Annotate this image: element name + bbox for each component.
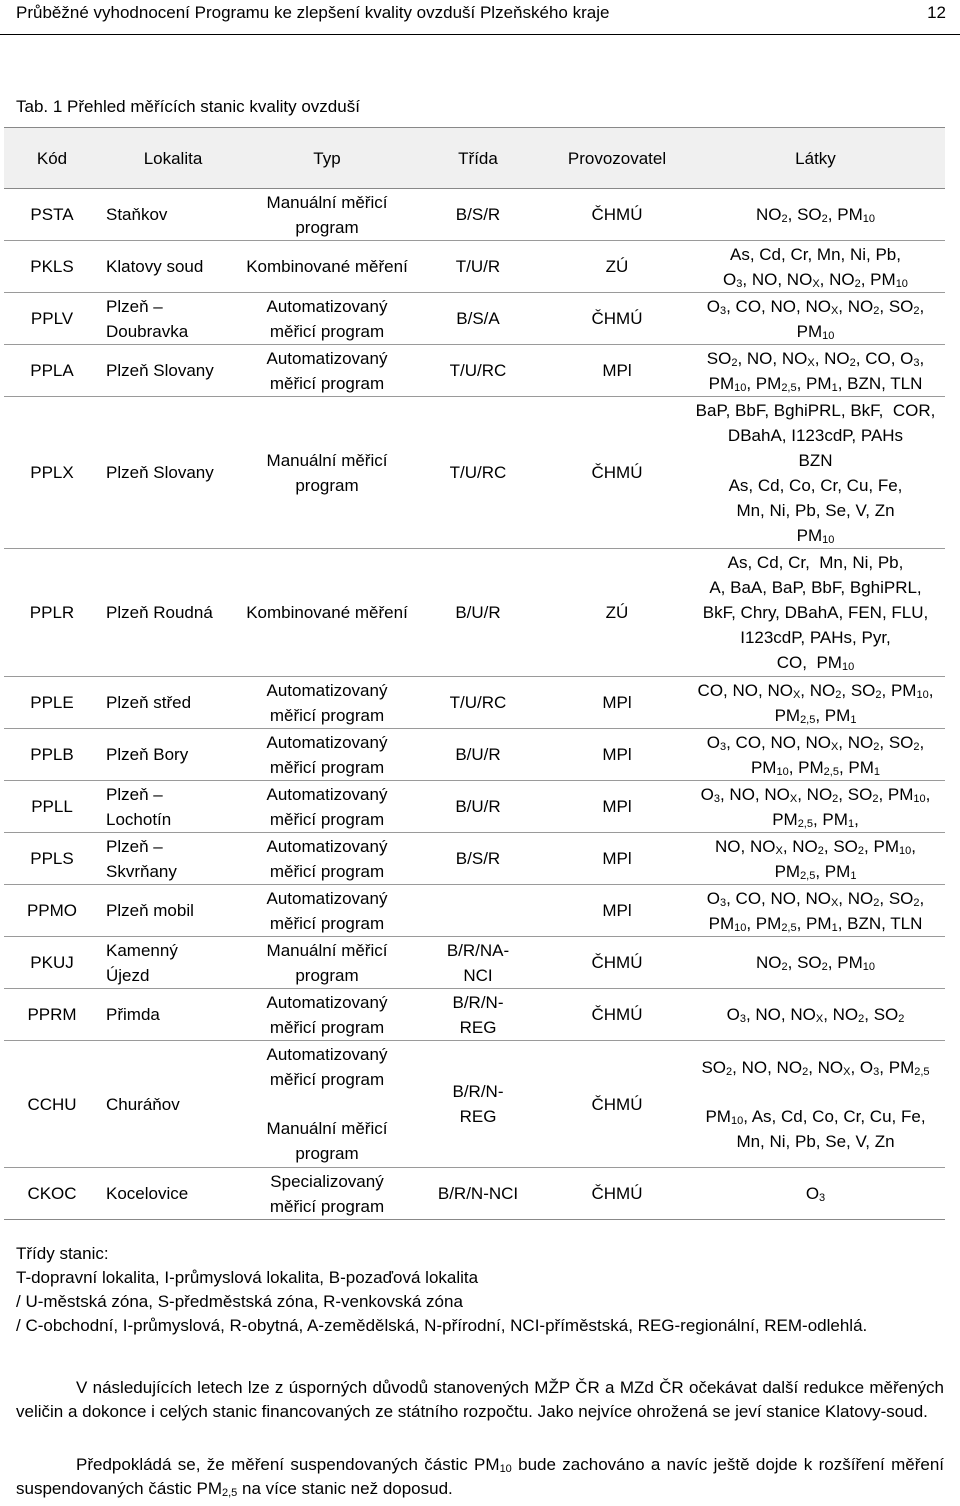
cell-operator: MPl: [548, 677, 686, 729]
cell-substances: As, Cd, Cr, Mn, Ni, Pb, $O_3$, NO, $NO_X$, $NO_2$, $PM_{10}$: [686, 241, 945, 293]
cell-class: B/R/N- REG: [408, 989, 548, 1041]
cell-type: Automatizovaný měřicí program: [246, 345, 408, 397]
cell-location: Staňkov: [100, 189, 246, 241]
cell-code: PSTA: [4, 189, 100, 241]
cell-substances: $O_3$, NO, $NO_X$, $NO_2$, $SO_2$, $PM_{10}$, $PM_{2,5}$, $PM_1$,: [686, 781, 945, 833]
col-header-location: Lokalita: [100, 128, 246, 189]
cell-code: PPLS: [4, 833, 100, 885]
cell-class: T/U/RC: [408, 397, 548, 549]
table-row: [4, 989, 945, 1041]
cell-location: Churáňov: [100, 1041, 246, 1168]
cell-operator: MPl: [548, 729, 686, 781]
legend-line: / C-obchodní, I-průmyslová, R-obytná, A-zemědělská, N-přírodní, NCI-příměstská, REG-regionální, REM-odlehlá.: [16, 1316, 868, 1335]
cell-substances-b: $PM_{10}$, As, Cd, Co, Cr, Cu, Fe, Mn, Ni, Pb, Se, V, Zn: [705, 1106, 926, 1151]
cell-class: B/S/R: [408, 189, 548, 241]
legend-title: Třídy stanic:: [16, 1244, 109, 1263]
cell-type: Specializovaný měřicí program: [246, 1168, 408, 1220]
table-row: [4, 241, 945, 293]
cell-type: Automatizovaný měřicí program: [246, 677, 408, 729]
cell-code: PPLV: [4, 293, 100, 345]
table-row: [4, 1041, 945, 1168]
cell-substances: $O_3$, CO, NO, $NO_X$, $NO_2$, $SO_2$, $PM_{10}$, $PM_{2,5}$, $PM_1$, BZN, TLN: [686, 885, 945, 937]
cell-type: Manuální měřicí program: [246, 937, 408, 989]
cell-code: PPLE: [4, 677, 100, 729]
table-row: [4, 833, 945, 885]
cell-location: Plzeň střed: [100, 677, 246, 729]
cell-substances: $O_3$: [686, 1168, 945, 1220]
page-header: [0, 0, 960, 35]
cell-type: Kombinované měření: [246, 549, 408, 677]
cell-type: Automatizovaný měřicí program: [246, 729, 408, 781]
cell-class: B/S/R: [408, 833, 548, 885]
cell-operator: ČHMÚ: [548, 937, 686, 989]
cell-location: Klatovy soud: [100, 241, 246, 293]
cell-code: PKUJ: [4, 937, 100, 989]
cell-class: B/R/NA- NCI: [408, 937, 548, 989]
cell-operator: ČHMÚ: [548, 1168, 686, 1220]
cell-substances: As, Cd, Cr, Mn, Ni, Pb, A, BaA, BaP, BbF, BghiPRL, BkF, Chry, DBahA, FEN, FLU, I123cdP, PAHs, Pyr, CO, $PM_{10}$: [686, 549, 945, 677]
page-number: 12: [927, 3, 946, 22]
cell-operator: ZÚ: [548, 549, 686, 677]
cell-class: B/S/A: [408, 293, 548, 345]
cell-operator: MPl: [548, 781, 686, 833]
cell-code: PKLS: [4, 241, 100, 293]
cell-location: Plzeň Bory: [100, 729, 246, 781]
cell-class: T/U/R: [408, 241, 548, 293]
cell-code: PPLB: [4, 729, 100, 781]
cell-substances: CO, NO, $NO_X$, $NO_2$, $SO_2$, $PM_{10}$, $PM_{2,5}$, $PM_1$: [686, 677, 945, 729]
cell-type: Manuální měřicí program: [246, 397, 408, 549]
table-row: [4, 885, 945, 937]
paragraph-text: bude zachováno a navíc ještě dojde k rozšíření měření suspendovaných částic PM: [16, 1455, 945, 1498]
cell-operator: ČHMÚ: [548, 1041, 686, 1168]
cell-type: Automatizovaný měřicí program: [246, 989, 408, 1041]
cell-code: PPLR: [4, 549, 100, 677]
cell-type: [246, 1041, 408, 1168]
header-title: Průběžné vyhodnocení Programu ke zlepšení kvality ovzduší Plzeňského kraje: [16, 3, 610, 22]
cell-location: Plzeň mobil: [100, 885, 246, 937]
cell-type-a: Automatizovaný měřicí program: [266, 1045, 388, 1089]
cell-substances: NO, $NO_X$, $NO_2$, $SO_2$, $PM_{10}$, $PM_{2,5}$, $PM_1$: [686, 833, 945, 885]
col-header-operator: Provozovatel: [548, 128, 686, 189]
cell-code: PPLA: [4, 345, 100, 397]
cell-operator: ČHMÚ: [548, 293, 686, 345]
station-classes-legend: [16, 1242, 867, 1338]
cell-code: CCHU: [4, 1041, 100, 1168]
cell-location: Přimda: [100, 989, 246, 1041]
subscript: 10: [499, 1463, 512, 1475]
table-row: [4, 549, 945, 677]
table-row: [4, 677, 945, 729]
cell-substances: $NO_2$, $SO_2$, $PM_{10}$: [686, 189, 945, 241]
cell-location: Plzeň – Doubravka: [100, 293, 246, 345]
cell-code: PPRM: [4, 989, 100, 1041]
cell-substances: $O_3$, CO, NO, $NO_X$, $NO_2$, $SO_2$, $PM_{10}$: [686, 293, 945, 345]
cell-location: Kocelovice: [100, 1168, 246, 1220]
cell-code: PPLL: [4, 781, 100, 833]
table-caption: Tab. 1 Přehled měřících stanic kvality ovzduší: [16, 97, 360, 116]
table-row: [4, 189, 945, 241]
cell-class: B/R/N- REG: [408, 1041, 548, 1168]
cell-location: Plzeň Slovany: [100, 345, 246, 397]
cell-substances: $NO_2$, $SO_2$, $PM_{10}$: [686, 937, 945, 989]
cell-substances: $SO_2$, NO, $NO_X$, $NO_2$, CO, $O_3$, $PM_{10}$, $PM_{2,5}$, $PM_1$, BZN, TLN: [686, 345, 945, 397]
cell-substances: $O_3$, NO, $NO_X$, $NO_2$, $SO_2$: [686, 989, 945, 1041]
cell-type: Kombinované měření: [246, 241, 408, 293]
paragraph-pm-measurement: [16, 1453, 944, 1501]
table-header-row: [4, 128, 945, 189]
cell-type: Automatizovaný měřicí program: [246, 781, 408, 833]
table-row: [4, 729, 945, 781]
col-header-class: Třída: [408, 128, 548, 189]
cell-class: [408, 885, 548, 937]
cell-substances: BaP, BbF, BghiPRL, BkF, COR, DBahA, I123cdP, PAHs BZN As, Cd, Co, Cr, Cu, Fe, Mn, Ni, Pb, Se, V, Zn $PM_{10}$: [686, 397, 945, 549]
table-row: [4, 1168, 945, 1220]
cell-class: B/U/R: [408, 729, 548, 781]
table-row: [4, 397, 945, 549]
table-row: [4, 293, 945, 345]
cell-class: B/U/R: [408, 781, 548, 833]
cell-substances: $O_3$, CO, NO, $NO_X$, $NO_2$, $SO_2$, $PM_{10}$, $PM_{2,5}$, $PM_1$: [686, 729, 945, 781]
table-row: [4, 345, 945, 397]
subscript: 2,5: [222, 1487, 238, 1499]
col-header-type: Typ: [246, 128, 408, 189]
legend-line: / U-městská zóna, S-předměstská zóna, R-venkovská zóna: [16, 1292, 463, 1311]
table-row: [4, 781, 945, 833]
cell-code: PPMO: [4, 885, 100, 937]
cell-operator: MPl: [548, 833, 686, 885]
cell-operator: ČHMÚ: [548, 189, 686, 241]
cell-operator: MPl: [548, 345, 686, 397]
cell-class: T/U/RC: [408, 677, 548, 729]
cell-type: Manuální měřicí program: [246, 189, 408, 241]
table-row: [4, 937, 945, 989]
cell-class: B/R/N-NCI: [408, 1168, 548, 1220]
cell-substances-a: $SO_2$, NO, $NO_2$, $NO_X$, $O_3$, $PM_{2,5}$: [701, 1057, 930, 1078]
paragraph-text: na více stanic než doposud.: [237, 1479, 453, 1498]
cell-substances: [686, 1041, 945, 1168]
cell-operator: ZÚ: [548, 241, 686, 293]
cell-class: B/U/R: [408, 549, 548, 677]
cell-location: Plzeň Roudná: [100, 549, 246, 677]
cell-operator: MPl: [548, 885, 686, 937]
col-header-substances: Látky: [686, 128, 945, 189]
cell-location: Plzeň – Skvrňany: [100, 833, 246, 885]
cell-code: CKOC: [4, 1168, 100, 1220]
stations-table: [4, 127, 945, 1220]
cell-type: Automatizovaný měřicí program: [246, 885, 408, 937]
cell-operator: ČHMÚ: [548, 989, 686, 1041]
cell-code: PPLX: [4, 397, 100, 549]
cell-class: T/U/RC: [408, 345, 548, 397]
cell-location: Kamenný Újezd: [100, 937, 246, 989]
paragraph-text: Předpokládá se, že měření suspendovaných částic PM: [76, 1455, 500, 1474]
cell-location: Plzeň – Lochotín: [100, 781, 246, 833]
cell-type-b: Manuální měřicí program: [266, 1119, 388, 1163]
col-header-code: Kód: [4, 128, 100, 189]
paragraph-reductions: [16, 1376, 944, 1424]
paragraph-text: V následujících letech lze z úsporných důvodů stanovených MŽP ČR a MZd ČR očekávat další redukce měřených veličin a dokonce i celých stanic financovaných ze státního rozpočtu. Jako nejvíce ohrožená se jeví stanice Klatovy-soud.: [16, 1378, 944, 1421]
cell-type: Automatizovaný měřicí program: [246, 833, 408, 885]
legend-line: T-dopravní lokalita, I-průmyslová lokalita, B-pozaďová lokalita: [16, 1268, 479, 1287]
cell-location: Plzeň Slovany: [100, 397, 246, 549]
cell-operator: ČHMÚ: [548, 397, 686, 549]
cell-type: Automatizovaný měřicí program: [246, 293, 408, 345]
